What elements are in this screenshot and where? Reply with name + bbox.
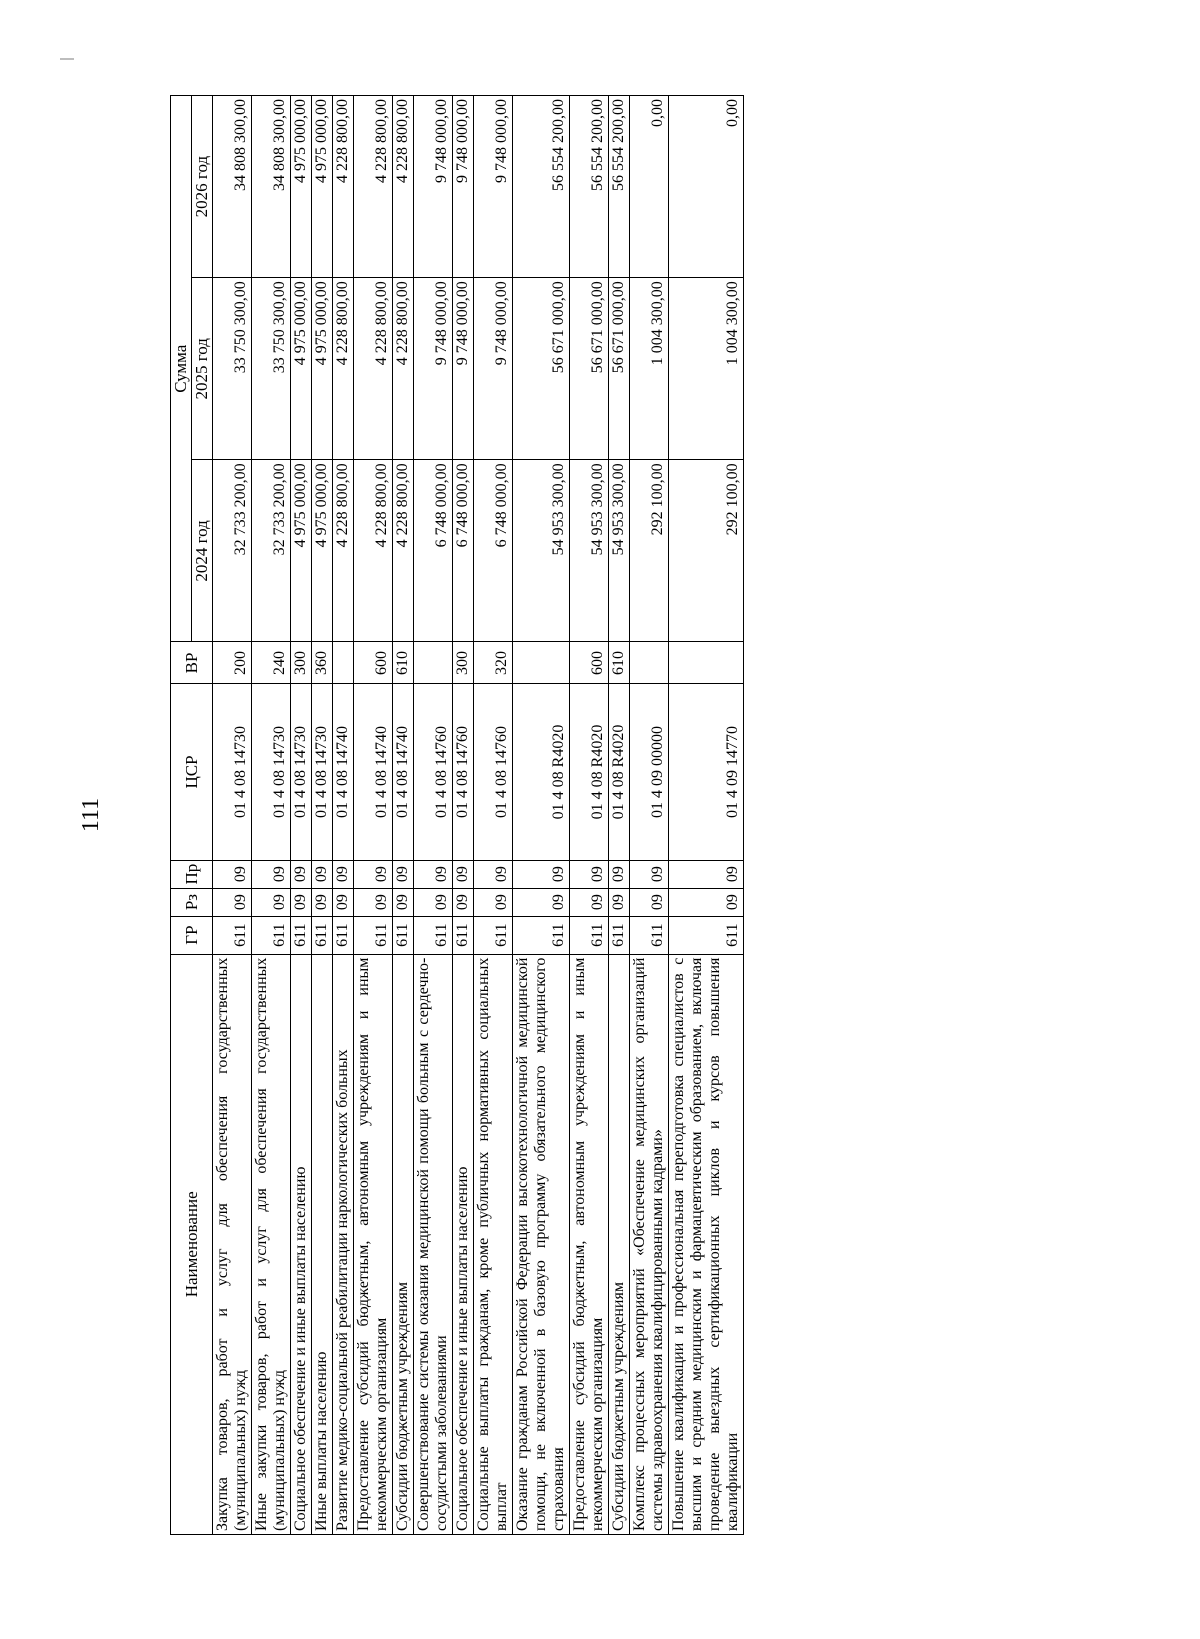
cell-name: Иные выплаты населению: [312, 954, 333, 1534]
cell-name: Предоставление субсидий бюджетным, автономным учреждениям и иным некоммерческим организациям: [354, 954, 393, 1534]
cell-amount-2026: 9 748 000,00: [453, 96, 474, 278]
cell-gr: 611: [570, 916, 609, 954]
table-row: [474, 96, 513, 1535]
cell-csr: 01 4 08 14730: [312, 684, 333, 860]
cell-amount-2024: 292 100,00: [669, 460, 744, 642]
table-row: [630, 96, 669, 1535]
table-row: [570, 96, 609, 1535]
cell-amount-2026: 9 748 000,00: [414, 96, 453, 278]
cell-amount-2025: 1 004 300,00: [630, 278, 669, 460]
table-row: [453, 96, 474, 1535]
cell-pr: 09: [354, 860, 393, 888]
cell-pr: 09: [513, 860, 570, 888]
cell-vr: 360: [312, 642, 333, 684]
table-row: [669, 96, 744, 1535]
cell-vr: [630, 642, 669, 684]
cell-amount-2024: 4 228 800,00: [354, 460, 393, 642]
header-sum: Сумма: [171, 96, 192, 642]
cell-csr: 01 4 08 R4020: [513, 684, 570, 860]
cell-name: Социальное обеспечение и иные выплаты населению: [291, 954, 312, 1534]
cell-vr: [333, 642, 354, 684]
cell-vr: 600: [354, 642, 393, 684]
cell-pr: 09: [570, 860, 609, 888]
cell-csr: 01 4 09 14770: [669, 684, 744, 860]
cell-amount-2025: 56 671 000,00: [570, 278, 609, 460]
cell-amount-2024: 32 733 200,00: [213, 460, 252, 642]
cell-amount-2026: 0,00: [630, 96, 669, 278]
cell-gr: 611: [474, 916, 513, 954]
cell-amount-2026: 34 808 300,00: [213, 96, 252, 278]
cell-rz: 09: [570, 888, 609, 916]
cell-amount-2024: 6 748 000,00: [474, 460, 513, 642]
cell-vr: [669, 642, 744, 684]
table-row: [354, 96, 393, 1535]
cell-amount-2026: 56 554 200,00: [570, 96, 609, 278]
cell-gr: 611: [513, 916, 570, 954]
header-year-2024: 2024 год: [192, 460, 213, 642]
cell-amount-2024: 54 953 300,00: [609, 460, 630, 642]
cell-vr: 610: [609, 642, 630, 684]
cell-gr: 611: [213, 916, 252, 954]
cell-rz: 09: [354, 888, 393, 916]
cell-amount-2026: 9 748 000,00: [474, 96, 513, 278]
cell-gr: 611: [354, 916, 393, 954]
cell-amount-2025: 4 228 800,00: [393, 278, 414, 460]
cell-csr: 01 4 08 14740: [354, 684, 393, 860]
table-row: [414, 96, 453, 1535]
cell-pr: 09: [474, 860, 513, 888]
cell-name: Совершенствование системы оказания медицинской помощи больным с сердечно-сосудистыми заболеваниями: [414, 954, 453, 1534]
table-row: [393, 96, 414, 1535]
cell-amount-2026: 56 554 200,00: [609, 96, 630, 278]
cell-pr: 09: [609, 860, 630, 888]
cell-name: Комплекс процессных мероприятий «Обеспечение медицинских организаций системы здравоохранения квалифицированными кадрами»: [630, 954, 669, 1534]
cell-vr: [414, 642, 453, 684]
cell-amount-2025: 1 004 300,00: [669, 278, 744, 460]
cell-vr: [513, 642, 570, 684]
cell-name: Повышение квалификации и профессиональная переподготовка специалистов с высшим и средним медицинским и фармацевтическим образованием, включая проведение выездных сертификационных циклов и курсов повышения квалификации: [669, 954, 744, 1534]
cell-amount-2026: 34 808 300,00: [252, 96, 291, 278]
cell-pr: 09: [393, 860, 414, 888]
cell-amount-2026: 4 975 000,00: [291, 96, 312, 278]
cell-amount-2024: 292 100,00: [630, 460, 669, 642]
cell-pr: 09: [414, 860, 453, 888]
cell-amount-2024: 6 748 000,00: [453, 460, 474, 642]
cell-amount-2025: 56 671 000,00: [513, 278, 570, 460]
cell-gr: 611: [609, 916, 630, 954]
cell-rz: 09: [453, 888, 474, 916]
cell-vr: 240: [252, 642, 291, 684]
cell-csr: 01 4 08 R4020: [609, 684, 630, 860]
cell-vr: 300: [291, 642, 312, 684]
header-year-2025: 2025 год: [192, 278, 213, 460]
cell-name: Закупка товаров, работ и услуг для обеспечения государственных (муниципальных) нужд: [213, 954, 252, 1534]
cell-amount-2026: 4 228 800,00: [393, 96, 414, 278]
cell-rz: 09: [252, 888, 291, 916]
cell-amount-2026: 56 554 200,00: [513, 96, 570, 278]
cell-rz: 09: [474, 888, 513, 916]
cell-csr: 01 4 08 14760: [453, 684, 474, 860]
cell-rz: 09: [291, 888, 312, 916]
cell-gr: 611: [630, 916, 669, 954]
cell-gr: 611: [669, 916, 744, 954]
page-number: 111: [78, 797, 104, 833]
cell-amount-2026: 0,00: [669, 96, 744, 278]
cell-amount-2026: 4 228 800,00: [333, 96, 354, 278]
table-row: [291, 96, 312, 1535]
cell-amount-2025: 56 671 000,00: [609, 278, 630, 460]
cell-rz: 09: [669, 888, 744, 916]
cell-amount-2024: 32 733 200,00: [252, 460, 291, 642]
cell-amount-2024: 6 748 000,00: [414, 460, 453, 642]
table-row: [333, 96, 354, 1535]
cell-csr: 01 4 08 14760: [474, 684, 513, 860]
cell-amount-2025: 33 750 300,00: [252, 278, 291, 460]
cell-pr: 09: [213, 860, 252, 888]
table-body: [213, 96, 744, 1535]
budget-table: [170, 95, 744, 1535]
cell-rz: 09: [513, 888, 570, 916]
cell-amount-2024: 4 975 000,00: [291, 460, 312, 642]
cell-csr: 01 4 08 14740: [393, 684, 414, 860]
header-gr: ГР: [171, 916, 213, 954]
table-row: [252, 96, 291, 1535]
cell-vr: 600: [570, 642, 609, 684]
cell-csr: 01 4 08 14730: [252, 684, 291, 860]
cell-amount-2026: 4 975 000,00: [312, 96, 333, 278]
cell-rz: 09: [312, 888, 333, 916]
cell-rz: 09: [609, 888, 630, 916]
cell-name: Субсидии бюджетным учреждениям: [609, 954, 630, 1534]
cell-amount-2024: 4 228 800,00: [393, 460, 414, 642]
cell-amount-2025: 9 748 000,00: [474, 278, 513, 460]
cell-csr: 01 4 08 14760: [414, 684, 453, 860]
cell-name: Развитие медико-социальной реабилитации наркологических больных: [333, 954, 354, 1534]
cell-gr: 611: [252, 916, 291, 954]
cell-name: Предоставление субсидий бюджетным, автономным учреждениям и иным некоммерческим организациям: [570, 954, 609, 1534]
table-row: [513, 96, 570, 1535]
cell-amount-2025: 9 748 000,00: [453, 278, 474, 460]
cell-pr: 09: [669, 860, 744, 888]
cell-amount-2025: 9 748 000,00: [414, 278, 453, 460]
cell-gr: 611: [312, 916, 333, 954]
cell-name: Социальные выплаты гражданам, кроме публичных нормативных социальных выплат: [474, 954, 513, 1534]
cell-amount-2024: 54 953 300,00: [570, 460, 609, 642]
cell-amount-2025: 4 975 000,00: [291, 278, 312, 460]
cell-amount-2024: 54 953 300,00: [513, 460, 570, 642]
cell-gr: 611: [393, 916, 414, 954]
cell-csr: 01 4 08 R4020: [570, 684, 609, 860]
cell-vr: 200: [213, 642, 252, 684]
table-row: [213, 96, 252, 1535]
header-pr: Пр: [171, 860, 213, 888]
cell-pr: 09: [252, 860, 291, 888]
header-year-2026: 2026 год: [192, 96, 213, 278]
cell-amount-2024: 4 975 000,00: [312, 460, 333, 642]
cell-amount-2025: 4 228 800,00: [354, 278, 393, 460]
cell-gr: 611: [414, 916, 453, 954]
cell-vr: 610: [393, 642, 414, 684]
cell-pr: 09: [453, 860, 474, 888]
table-row: [609, 96, 630, 1535]
cell-amount-2025: 4 228 800,00: [333, 278, 354, 460]
cell-rz: 09: [630, 888, 669, 916]
cell-name: Субсидии бюджетным учреждениям: [393, 954, 414, 1534]
cell-gr: 611: [453, 916, 474, 954]
table-header: [171, 96, 213, 1535]
cell-name: Социальное обеспечение и иные выплаты населению: [453, 954, 474, 1534]
header-name: Наименование: [171, 954, 213, 1534]
cell-pr: 09: [291, 860, 312, 888]
cell-amount-2025: 4 975 000,00: [312, 278, 333, 460]
cell-gr: 611: [291, 916, 312, 954]
cell-csr: 01 4 08 14740: [333, 684, 354, 860]
cell-csr: 01 4 09 00000: [630, 684, 669, 860]
cell-vr: 300: [453, 642, 474, 684]
cell-name: Оказание гражданам Российской Федерации высокотехнологичной медицинской помощи, не включенной в базовую программу обязательного медицинского страхования: [513, 954, 570, 1534]
cell-pr: 09: [312, 860, 333, 888]
cell-gr: 611: [333, 916, 354, 954]
header-rz: Рз: [171, 888, 213, 916]
header-vr: ВР: [171, 642, 213, 684]
cell-amount-2025: 33 750 300,00: [213, 278, 252, 460]
header-csr: ЦСР: [171, 684, 213, 860]
cell-csr: 01 4 08 14730: [213, 684, 252, 860]
rotated-content: [78, 95, 1070, 1535]
cell-vr: 320: [474, 642, 513, 684]
cell-pr: 09: [630, 860, 669, 888]
cell-pr: 09: [333, 860, 354, 888]
cell-rz: 09: [333, 888, 354, 916]
cell-csr: 01 4 08 14730: [291, 684, 312, 860]
cell-amount-2024: 4 228 800,00: [333, 460, 354, 642]
scan-speck: [60, 58, 74, 60]
cell-rz: 09: [393, 888, 414, 916]
cell-amount-2026: 4 228 800,00: [354, 96, 393, 278]
cell-rz: 09: [414, 888, 453, 916]
table-row: [312, 96, 333, 1535]
cell-name: Иные закупки товаров, работ и услуг для обеспечения государственных (муниципальных) нужд: [252, 954, 291, 1534]
cell-rz: 09: [213, 888, 252, 916]
